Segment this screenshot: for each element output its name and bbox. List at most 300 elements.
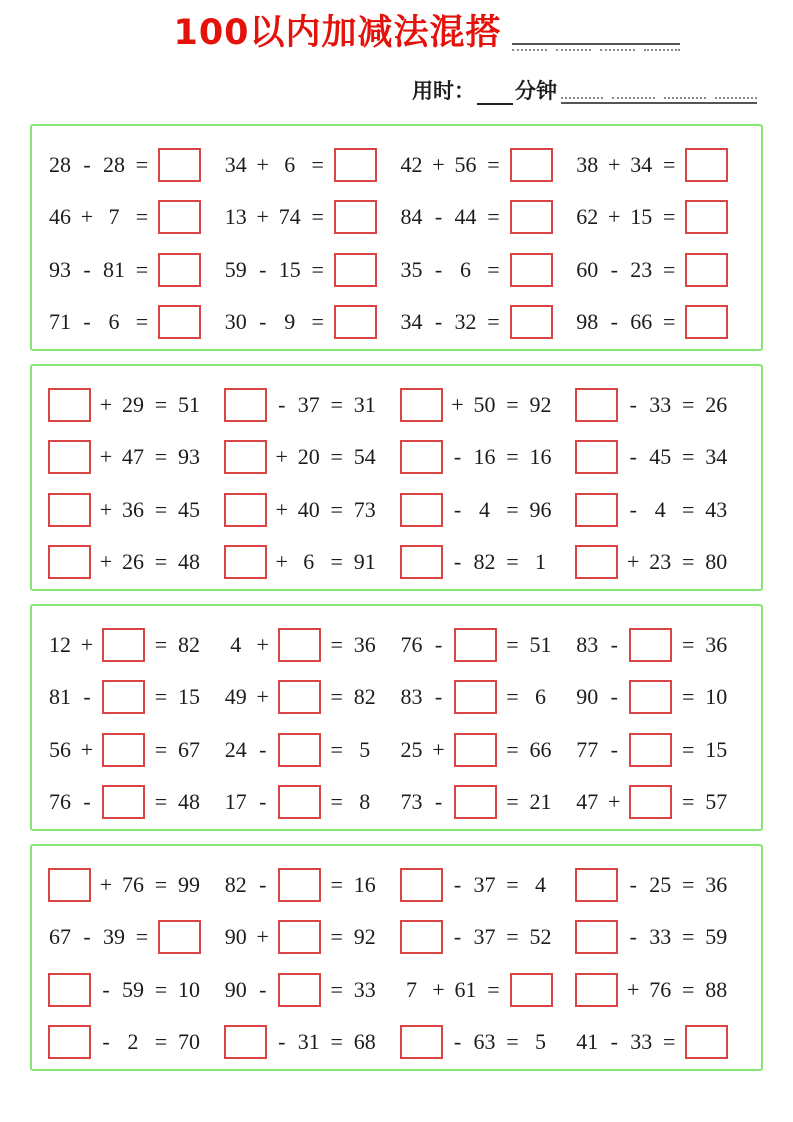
operand: 67 bbox=[49, 924, 71, 950]
result-value: 88 bbox=[705, 976, 728, 1002]
result-value: 6 bbox=[535, 684, 546, 710]
problem-section-1 bbox=[30, 124, 763, 351]
math-problem bbox=[398, 671, 574, 724]
operator: + bbox=[627, 549, 640, 575]
operand: 7 bbox=[108, 204, 120, 230]
equals-sign: = bbox=[663, 256, 676, 282]
worksheet-header bbox=[0, 0, 793, 105]
result-value: 99 bbox=[178, 871, 200, 897]
operator: - bbox=[259, 309, 267, 335]
result-value: 21 bbox=[529, 789, 552, 815]
operand: 40 bbox=[297, 496, 320, 522]
answer-box[interactable] bbox=[48, 1025, 91, 1059]
operator: - bbox=[610, 256, 618, 282]
result-value: 70 bbox=[178, 1029, 200, 1055]
math-problem bbox=[573, 619, 749, 672]
math-problem bbox=[46, 619, 222, 672]
answer-box[interactable] bbox=[685, 1025, 728, 1059]
equals-sign: = bbox=[154, 976, 168, 1002]
operand: 16 bbox=[473, 444, 496, 470]
operand: 49 bbox=[224, 684, 247, 710]
math-problem bbox=[222, 431, 398, 484]
operand: 62 bbox=[576, 204, 599, 230]
operand: 35 bbox=[400, 256, 423, 282]
worksheet-body bbox=[0, 124, 793, 1071]
result-value: 73 bbox=[353, 496, 376, 522]
answer-box[interactable] bbox=[629, 785, 672, 819]
equals-sign: = bbox=[330, 1029, 343, 1055]
operator: + bbox=[608, 204, 621, 230]
math-problem bbox=[222, 859, 398, 912]
math-problem bbox=[46, 671, 222, 724]
math-problem bbox=[573, 296, 749, 349]
equals-sign: = bbox=[487, 204, 500, 230]
equals-sign: = bbox=[506, 496, 519, 522]
operand: 42 bbox=[400, 151, 423, 177]
answer-box[interactable] bbox=[510, 305, 553, 339]
operator: - bbox=[259, 976, 267, 1002]
answer-box[interactable] bbox=[454, 680, 497, 714]
equals-sign: = bbox=[135, 309, 149, 335]
operator: + bbox=[256, 631, 269, 657]
answer-box[interactable] bbox=[334, 305, 377, 339]
equals-sign: = bbox=[487, 256, 500, 282]
operator: - bbox=[259, 256, 267, 282]
answer-box[interactable] bbox=[224, 493, 267, 527]
equals-sign: = bbox=[311, 256, 324, 282]
answer-box[interactable] bbox=[102, 628, 145, 662]
operator: - bbox=[83, 789, 91, 815]
practice-dotted-line bbox=[512, 49, 680, 51]
equals-sign: = bbox=[682, 391, 695, 417]
operand: 24 bbox=[224, 736, 247, 762]
math-problem bbox=[398, 1016, 574, 1069]
operand: 6 bbox=[284, 151, 296, 177]
operand: 26 bbox=[122, 549, 144, 575]
answer-box[interactable] bbox=[575, 920, 618, 954]
operand: 56 bbox=[454, 151, 477, 177]
operand: 93 bbox=[49, 256, 71, 282]
answer-box[interactable] bbox=[102, 733, 145, 767]
answer-box[interactable] bbox=[278, 973, 321, 1007]
math-problem bbox=[573, 139, 749, 192]
equals-sign: = bbox=[330, 496, 343, 522]
math-problem bbox=[573, 484, 749, 537]
operand: 37 bbox=[473, 924, 496, 950]
operator: + bbox=[99, 549, 113, 575]
operator: - bbox=[434, 309, 443, 335]
operand: 81 bbox=[103, 256, 125, 282]
equals-sign: = bbox=[506, 736, 519, 762]
operator: - bbox=[610, 631, 618, 657]
answer-box[interactable] bbox=[224, 388, 267, 422]
equals-sign: = bbox=[154, 444, 168, 470]
result-value: 5 bbox=[535, 1029, 546, 1055]
operand: 76 bbox=[49, 789, 71, 815]
operand: 7 bbox=[406, 976, 417, 1002]
equals-sign: = bbox=[506, 924, 519, 950]
operand: 90 bbox=[224, 976, 247, 1002]
result-value: 66 bbox=[529, 736, 552, 762]
equals-sign: = bbox=[154, 549, 168, 575]
operand: 60 bbox=[576, 256, 599, 282]
math-problem bbox=[222, 776, 398, 829]
answer-box[interactable] bbox=[224, 545, 267, 579]
operand: 66 bbox=[630, 309, 653, 335]
answer-box[interactable] bbox=[158, 920, 201, 954]
equals-sign: = bbox=[663, 1029, 676, 1055]
answer-box[interactable] bbox=[575, 493, 618, 527]
equals-sign: = bbox=[330, 789, 343, 815]
answer-box[interactable] bbox=[575, 388, 618, 422]
equals-sign: = bbox=[154, 871, 168, 897]
result-value: 15 bbox=[705, 736, 728, 762]
result-value: 48 bbox=[178, 549, 200, 575]
answer-box[interactable] bbox=[48, 973, 91, 1007]
answer-box[interactable] bbox=[575, 973, 618, 1007]
result-value: 96 bbox=[529, 496, 552, 522]
answer-box[interactable] bbox=[510, 200, 553, 234]
result-value: 8 bbox=[359, 789, 371, 815]
operator: + bbox=[608, 151, 621, 177]
answer-box[interactable] bbox=[158, 148, 201, 182]
practice-dotted-line bbox=[561, 97, 757, 99]
equals-sign: = bbox=[682, 444, 695, 470]
operand: 84 bbox=[400, 204, 423, 230]
math-problem bbox=[222, 484, 398, 537]
equals-sign: = bbox=[330, 736, 343, 762]
answer-box[interactable] bbox=[158, 305, 201, 339]
operator: + bbox=[432, 976, 445, 1002]
operator: + bbox=[432, 151, 445, 177]
result-value: 54 bbox=[353, 444, 376, 470]
answer-box[interactable] bbox=[510, 148, 553, 182]
operand: 37 bbox=[473, 871, 496, 897]
math-problem bbox=[46, 484, 222, 537]
math-problem bbox=[398, 379, 574, 432]
operand: 29 bbox=[122, 391, 144, 417]
problem-section-3 bbox=[30, 604, 763, 831]
equals-sign: = bbox=[330, 444, 343, 470]
name-blank-line bbox=[512, 43, 680, 51]
operand: 2 bbox=[127, 1029, 139, 1055]
operator: + bbox=[99, 871, 113, 897]
operand: 39 bbox=[103, 924, 125, 950]
answer-box[interactable] bbox=[510, 253, 553, 287]
operand: 82 bbox=[473, 549, 496, 575]
equals-sign: = bbox=[682, 789, 695, 815]
answer-box[interactable] bbox=[224, 1025, 267, 1059]
operator: - bbox=[453, 444, 462, 470]
answer-box[interactable] bbox=[334, 148, 377, 182]
equals-sign: = bbox=[330, 391, 343, 417]
operand: 56 bbox=[49, 736, 71, 762]
operand: 17 bbox=[224, 789, 247, 815]
result-value: 52 bbox=[529, 924, 552, 950]
math-problem bbox=[222, 724, 398, 777]
operator: - bbox=[83, 684, 91, 710]
operand: 44 bbox=[454, 204, 477, 230]
operator: + bbox=[99, 444, 113, 470]
answer-box[interactable] bbox=[48, 440, 91, 474]
score-blank-line bbox=[561, 97, 757, 104]
operator: + bbox=[432, 736, 445, 762]
operand: 73 bbox=[400, 789, 423, 815]
operator: + bbox=[80, 204, 94, 230]
answer-box[interactable] bbox=[278, 680, 321, 714]
equals-sign: = bbox=[487, 151, 500, 177]
math-problem bbox=[222, 191, 398, 244]
operator: - bbox=[453, 549, 462, 575]
answer-box[interactable] bbox=[629, 680, 672, 714]
operand: 6 bbox=[108, 309, 120, 335]
equals-sign: = bbox=[154, 684, 168, 710]
math-problem bbox=[222, 911, 398, 964]
answer-box[interactable] bbox=[334, 253, 377, 287]
equals-sign: = bbox=[311, 309, 324, 335]
answer-box[interactable] bbox=[510, 973, 553, 1007]
answer-box[interactable] bbox=[48, 545, 91, 579]
operator: - bbox=[83, 309, 91, 335]
math-problem bbox=[573, 671, 749, 724]
equals-sign: = bbox=[135, 256, 149, 282]
operator: + bbox=[451, 391, 464, 417]
operator: - bbox=[102, 976, 110, 1002]
answer-box[interactable] bbox=[102, 680, 145, 714]
equals-sign: = bbox=[154, 736, 168, 762]
math-problem bbox=[46, 536, 222, 589]
equals-sign: = bbox=[663, 309, 676, 335]
answer-box[interactable] bbox=[278, 628, 321, 662]
equals-sign: = bbox=[506, 549, 519, 575]
equals-sign: = bbox=[682, 549, 695, 575]
answer-box[interactable] bbox=[102, 785, 145, 819]
result-value: 36 bbox=[705, 871, 728, 897]
math-problem bbox=[573, 244, 749, 297]
equals-sign: = bbox=[506, 871, 519, 897]
math-problem bbox=[222, 296, 398, 349]
operator: - bbox=[259, 736, 267, 762]
answer-box[interactable] bbox=[685, 305, 728, 339]
answer-box[interactable] bbox=[454, 785, 497, 819]
operand: 81 bbox=[49, 684, 71, 710]
answer-box[interactable] bbox=[575, 868, 618, 902]
answer-box[interactable] bbox=[158, 253, 201, 287]
answer-box[interactable] bbox=[278, 868, 321, 902]
operand: 25 bbox=[400, 736, 423, 762]
result-value: 59 bbox=[705, 924, 728, 950]
operand: 90 bbox=[576, 684, 599, 710]
solid-underline bbox=[561, 102, 757, 104]
answer-box[interactable] bbox=[685, 148, 728, 182]
operand: 33 bbox=[649, 924, 672, 950]
operand: 34 bbox=[400, 309, 423, 335]
operand: 31 bbox=[297, 1029, 320, 1055]
answer-box[interactable] bbox=[400, 1025, 443, 1059]
operator: + bbox=[80, 736, 94, 762]
equals-sign: = bbox=[311, 151, 324, 177]
problem-section-4 bbox=[30, 844, 763, 1071]
operator: - bbox=[278, 391, 286, 417]
math-problem bbox=[46, 191, 222, 244]
page-title: 100以内加减法混搭 bbox=[173, 13, 502, 53]
math-problem bbox=[573, 536, 749, 589]
answer-box[interactable] bbox=[158, 200, 201, 234]
answer-box[interactable] bbox=[48, 868, 91, 902]
answer-box[interactable] bbox=[48, 493, 91, 527]
operator: - bbox=[629, 444, 637, 470]
time-blank-line bbox=[477, 81, 513, 105]
answer-box[interactable] bbox=[575, 545, 618, 579]
equals-sign: = bbox=[506, 1029, 519, 1055]
operand: 45 bbox=[649, 444, 672, 470]
equals-sign: = bbox=[682, 871, 695, 897]
math-problem bbox=[222, 964, 398, 1017]
math-problem bbox=[222, 139, 398, 192]
operand: 20 bbox=[297, 444, 320, 470]
equals-sign: = bbox=[330, 924, 343, 950]
answer-box[interactable] bbox=[454, 628, 497, 662]
operator: + bbox=[256, 924, 269, 950]
math-problem bbox=[46, 296, 222, 349]
operand: 6 bbox=[460, 256, 471, 282]
result-value: 91 bbox=[353, 549, 376, 575]
operand: 6 bbox=[303, 549, 315, 575]
operand: 98 bbox=[576, 309, 599, 335]
math-problem bbox=[573, 911, 749, 964]
operator: + bbox=[256, 204, 269, 230]
math-problem bbox=[46, 859, 222, 912]
equals-sign: = bbox=[682, 924, 695, 950]
result-value: 31 bbox=[353, 391, 376, 417]
operand: 47 bbox=[576, 789, 599, 815]
answer-box[interactable] bbox=[334, 200, 377, 234]
math-problem bbox=[573, 859, 749, 912]
math-problem bbox=[46, 1016, 222, 1069]
operator: - bbox=[83, 256, 91, 282]
answer-box[interactable] bbox=[224, 440, 267, 474]
answer-box[interactable] bbox=[278, 920, 321, 954]
equals-sign: = bbox=[154, 631, 168, 657]
result-value: 5 bbox=[359, 736, 371, 762]
math-problem bbox=[398, 431, 574, 484]
operator: - bbox=[629, 391, 637, 417]
equals-sign: = bbox=[682, 496, 695, 522]
math-problem bbox=[46, 776, 222, 829]
operator: - bbox=[278, 1029, 286, 1055]
math-problem bbox=[398, 859, 574, 912]
operand: 76 bbox=[649, 976, 672, 1002]
math-problem bbox=[398, 964, 574, 1017]
math-problem bbox=[398, 296, 574, 349]
math-problem bbox=[222, 244, 398, 297]
operator: - bbox=[434, 631, 443, 657]
operator: - bbox=[434, 789, 443, 815]
operand: 59 bbox=[224, 256, 247, 282]
answer-box[interactable] bbox=[48, 388, 91, 422]
equals-sign: = bbox=[154, 789, 168, 815]
answer-box[interactable] bbox=[400, 493, 443, 527]
operator: + bbox=[275, 444, 288, 470]
problem-section-2 bbox=[30, 364, 763, 591]
answer-box[interactable] bbox=[400, 920, 443, 954]
operand: 41 bbox=[576, 1029, 599, 1055]
time-label: 用时： bbox=[412, 78, 475, 103]
answer-box[interactable] bbox=[454, 733, 497, 767]
operand: 83 bbox=[400, 684, 423, 710]
operand: 36 bbox=[122, 496, 144, 522]
equals-sign: = bbox=[506, 684, 519, 710]
math-problem bbox=[222, 1016, 398, 1069]
math-problem bbox=[398, 776, 574, 829]
math-problem bbox=[398, 536, 574, 589]
answer-box[interactable] bbox=[629, 733, 672, 767]
equals-sign: = bbox=[311, 204, 324, 230]
equals-sign: = bbox=[330, 976, 343, 1002]
equals-sign: = bbox=[506, 391, 519, 417]
operand: 32 bbox=[454, 309, 477, 335]
result-value: 10 bbox=[178, 976, 200, 1002]
math-problem bbox=[573, 379, 749, 432]
answer-box[interactable] bbox=[629, 628, 672, 662]
operand: 76 bbox=[122, 871, 144, 897]
answer-box[interactable] bbox=[278, 733, 321, 767]
answer-box[interactable] bbox=[278, 785, 321, 819]
operand: 33 bbox=[630, 1029, 653, 1055]
operand: 4 bbox=[654, 496, 666, 522]
result-value: 82 bbox=[353, 684, 376, 710]
math-problem bbox=[46, 244, 222, 297]
operator: + bbox=[275, 496, 288, 522]
answer-box[interactable] bbox=[575, 440, 618, 474]
math-problem bbox=[46, 724, 222, 777]
result-value: 51 bbox=[529, 631, 552, 657]
operator: - bbox=[434, 204, 443, 230]
answer-box[interactable] bbox=[685, 253, 728, 287]
answer-box[interactable] bbox=[400, 388, 443, 422]
math-problem bbox=[46, 431, 222, 484]
operator: + bbox=[608, 789, 621, 815]
operand: 61 bbox=[454, 976, 477, 1002]
result-value: 82 bbox=[178, 631, 200, 657]
operand: 74 bbox=[278, 204, 301, 230]
result-value: 26 bbox=[705, 391, 728, 417]
operator: - bbox=[83, 924, 91, 950]
equals-sign: = bbox=[154, 496, 168, 522]
equals-sign: = bbox=[682, 631, 695, 657]
result-value: 51 bbox=[178, 391, 200, 417]
answer-box[interactable] bbox=[685, 200, 728, 234]
operand: 76 bbox=[400, 631, 423, 657]
answer-box[interactable] bbox=[400, 545, 443, 579]
equals-sign: = bbox=[663, 204, 676, 230]
operand: 33 bbox=[649, 391, 672, 417]
equals-sign: = bbox=[135, 924, 149, 950]
operand: 90 bbox=[224, 924, 247, 950]
math-problem bbox=[222, 536, 398, 589]
math-problem bbox=[573, 964, 749, 1017]
operator: - bbox=[610, 1029, 618, 1055]
answer-box[interactable] bbox=[400, 868, 443, 902]
operand: 9 bbox=[284, 309, 296, 335]
answer-box[interactable] bbox=[400, 440, 443, 474]
operator: - bbox=[83, 151, 91, 177]
equals-sign: = bbox=[682, 976, 695, 1002]
result-value: 16 bbox=[353, 871, 376, 897]
equals-sign: = bbox=[135, 204, 149, 230]
math-problem bbox=[398, 139, 574, 192]
equals-sign: = bbox=[506, 444, 519, 470]
